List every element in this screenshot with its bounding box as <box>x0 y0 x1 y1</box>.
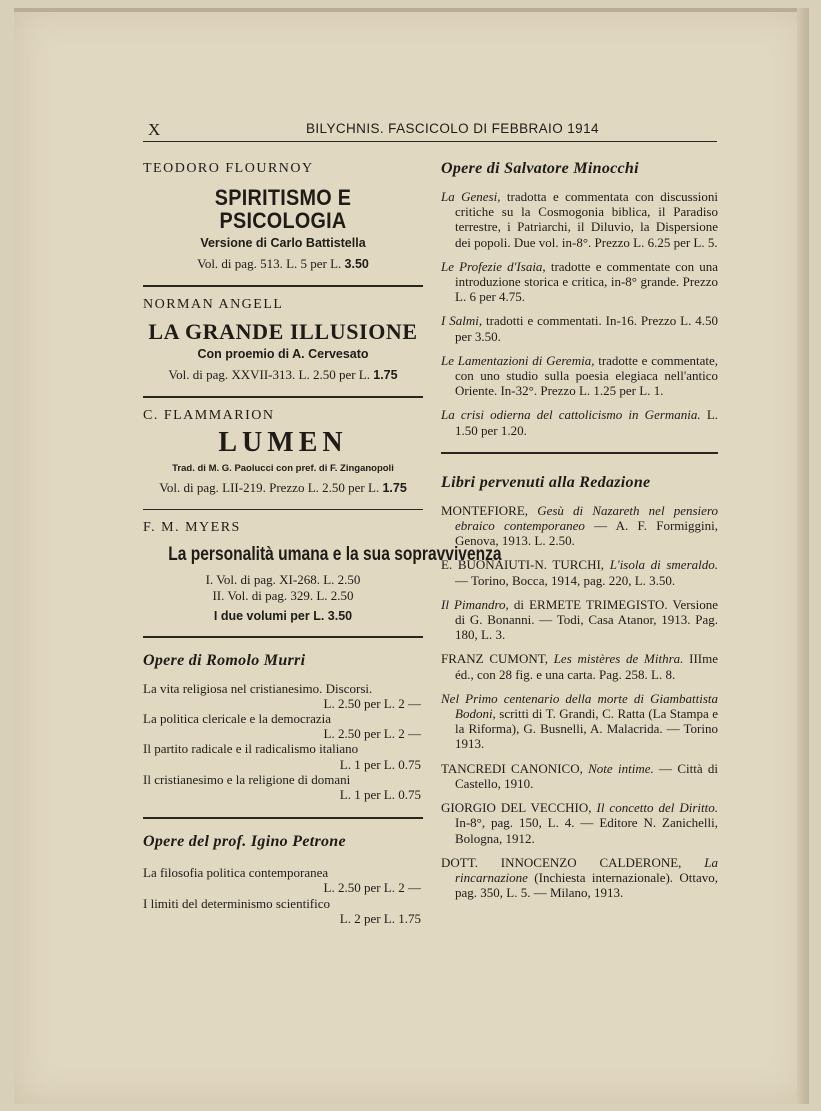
section-heading: Opere del prof. Igino Petrone <box>143 833 346 851</box>
ad-subtitle: Trad. di M. G. Paolucci con pref. di F. Zinganopoli <box>172 462 394 474</box>
ad-price-text: Vol. di pag. LII-219. Prezzo L. 2.50 per L. <box>159 479 380 495</box>
ad-price <box>143 480 423 496</box>
item-title: Note intime. <box>588 760 654 776</box>
item-title: La crisi odierna del cattolicismo in Germania. <box>441 407 701 423</box>
list-item <box>441 800 718 846</box>
item-price: L. 2.50 per L. 2 — <box>323 695 421 711</box>
section-rule <box>143 396 423 398</box>
item-author: DOTT. INNOCENZO CALDERONE, <box>441 854 682 870</box>
header-rule <box>143 141 717 142</box>
list-item <box>143 772 423 802</box>
list-item <box>441 353 718 399</box>
list-item <box>441 557 718 587</box>
ad-author: TEODORO FLOURNOY <box>143 161 314 176</box>
item-title: Le Profezie d'Isaia, <box>441 258 546 274</box>
item-text: IIIme éd., con 28 fig. e una carta. Pag. 258. L. 8. <box>455 651 719 682</box>
item-author: GIORGIO DEL VECCHIO, <box>441 800 592 816</box>
item-title: Gesù di Nazareth nel pensiero ebraico contemporaneo <box>455 502 718 534</box>
section-rule <box>143 509 423 510</box>
page-right-edge <box>797 8 809 1104</box>
item-text: scritti di T. Grandi, C. Ratta (La Stampa e la Riforma), G. Busnelli, A. Malacrida. — Torino 1913. <box>455 706 719 752</box>
item-author: E. BUONAIUTI-N. TURCHI, <box>441 557 605 573</box>
ad-price-bold: 1.75 <box>373 368 398 383</box>
section-rule <box>143 636 423 638</box>
list-item <box>441 855 718 901</box>
list-item <box>441 189 718 250</box>
ad-price-bold: 3.50 <box>344 257 369 272</box>
ad-price-bold: 1.75 <box>382 480 407 495</box>
item-title: Il concetto del Diritto. <box>596 800 718 816</box>
item-price: L. 1 per L. 0.75 <box>339 787 421 803</box>
page-top-edge <box>14 8 809 12</box>
ad-price-text: Vol. di pag. XXVII-313. L. 2.50 per L. <box>168 367 370 383</box>
list-item <box>143 681 423 711</box>
section-heading: Opere di Romolo Murri <box>143 651 306 669</box>
section-heading: Libri pervenuti alla Redazione <box>441 473 651 491</box>
item-text: — Città di Castello, 1910. <box>455 760 719 791</box>
ad-author: NORMAN ANGELL <box>143 297 284 313</box>
item-title: Il partito radicale e il radicalismo italiano <box>143 741 359 757</box>
ad-price <box>143 367 423 383</box>
list-item <box>441 691 718 752</box>
ad-volume-line: I. Vol. di pag. XI-268. L. 2.50 <box>205 571 361 587</box>
item-title: La politica clericale e la democrazia <box>143 711 332 727</box>
item-text: L. 1.50 per 1.20. <box>455 407 719 438</box>
item-title: I Salmi, <box>441 313 483 329</box>
item-text: (Inchiesta internazionale). Ottavo, pag. 350, L. 5. — Milano, 1913. <box>455 869 719 901</box>
ad-price <box>143 256 423 272</box>
item-author: TANCREDI CANONICO, <box>441 760 583 776</box>
list-item <box>441 407 718 437</box>
item-author: FRANZ CUMONT, <box>441 651 548 667</box>
item-text: tradotte e commentate, con uno studio sulla poesia elegiaca nell'antico Oriente. In-32°. Prezzo L. 1.25 per L. 1. <box>455 352 718 399</box>
item-title: I limiti del determinismo scientifico <box>143 895 331 911</box>
item-title: Nel Primo centenario della morte di Giambattista Bodoni, <box>441 690 718 722</box>
list-item <box>441 597 718 643</box>
item-title: L'isola di smeraldo. <box>609 557 718 573</box>
list-item <box>143 711 423 741</box>
item-text: — Torino, Bocca, 1914, pag. 220, L. 3.50. <box>455 572 676 588</box>
ad-author: F. M. MYERS <box>143 519 241 535</box>
section-rule <box>143 285 423 287</box>
page-number: X <box>148 120 161 139</box>
ad-author: C. FLAMMARION <box>143 408 275 424</box>
ad-price-text: Vol. di pag. 513. L. 5 per L. <box>197 256 342 272</box>
item-author: MONTEFIORE, <box>441 502 529 518</box>
ad-offer: I due volumi per L. 3.50 <box>213 608 353 623</box>
item-title: Le Lamentazioni di Geremia, <box>441 352 595 368</box>
item-price: L. 1 per L. 0.75 <box>339 756 421 772</box>
item-title: Il cristianesimo e la religione di domani <box>143 771 351 787</box>
running-head: BILYCHNIS. FASCICOLO DI FEBBRAIO 1914 <box>306 121 599 136</box>
list-item <box>441 761 718 791</box>
item-price: L. 2.50 per L. 2 — <box>323 880 421 896</box>
item-price: L. 2.50 per L. 2 — <box>323 726 421 742</box>
item-title: Il Pimandro, <box>441 596 509 612</box>
item-title: La Genesi, <box>441 189 501 204</box>
item-text: tradotte e commentate con una introduzione storica e critica, in-8° grande. Prezzo L. 6 per 4.75. <box>455 258 719 305</box>
list-item <box>441 313 718 343</box>
item-title: La rincarnazione <box>455 854 718 885</box>
item-text: In-8°, pag. 150, L. 4. — Editore N. Zanichelli, Bologna, 1912. <box>455 815 718 846</box>
section-rule <box>143 817 423 819</box>
ad-volume-line: II. Vol. di pag. 329. L. 2.50 <box>212 587 354 603</box>
list-item <box>441 503 718 549</box>
item-title: La vita religiosa nel cristianesimo. Discorsi. <box>143 680 373 696</box>
item-text: — A. F. Formiggini, Genova, 1913. L. 2.50. <box>455 518 718 549</box>
ad-title: LUMEN <box>218 427 348 459</box>
ad-title: La personalità umana e la sua sopravvivenza <box>168 543 502 565</box>
ad-subtitle: Con proemio di A. Cervesato <box>197 347 369 362</box>
section-heading: Opere di Salvatore Minocchi <box>441 160 639 177</box>
list-item <box>441 259 718 305</box>
item-price: L. 2 per L. 1.75 <box>339 910 421 926</box>
list-item <box>143 896 423 926</box>
item-text: tradotti e commentati. In-16. Prezzo L. 4.50 per 3.50. <box>455 313 719 344</box>
ad-title: LA GRANDE ILLUSIONE <box>148 319 418 345</box>
item-text: tradotta e commentata con discussioni critiche su la Cosmogonia biblica, il Paradiso terrestre, i Patriarchi, il Diluvio, la Dispersione dei popoli. Due vol. in-8°. Prezzo L. 6.25 per L. 5. <box>455 189 718 250</box>
right-column <box>441 150 718 900</box>
list-item <box>441 651 718 681</box>
ad-subtitle: Versione di Carlo Battistella <box>200 236 366 251</box>
section-rule <box>441 452 718 454</box>
item-title: La filosofia politica contemporanea <box>143 865 329 881</box>
list-item <box>143 865 423 895</box>
item-text: di ERMETE TRIMEGISTO. Versione di G. Bonanni. — Todi, Casa Atanor, 1913. Pag. 180, L. 3. <box>455 596 718 643</box>
item-title: Les mistères de Mithra. <box>553 651 684 667</box>
list-item <box>143 741 423 771</box>
ad-title: SPIRITISMO E PSICOLOGIA <box>214 185 352 234</box>
